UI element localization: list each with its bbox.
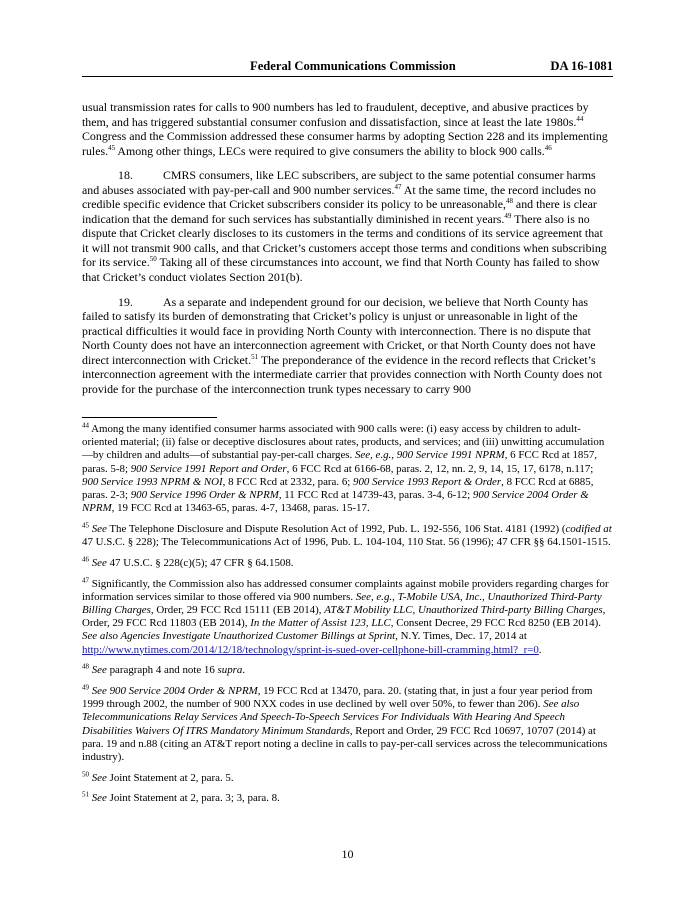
paragraph-number: 18. bbox=[118, 168, 133, 183]
footnote-50: $^{50}$ See Joint Statement at 2, para. 5. bbox=[82, 770, 234, 784]
paragraph-continued: usual transmission rates for calls to 900 numbers has led to fraudulent, deceptive, and abusive practices by them, and has triggered substantial consumer confusion and dissatisfaction, since at least the late 1980s.$^{44}$ Congress and the Commission addressed these consumer harms by adopting Section 228 and its implementing rules.$^{45}$ Among other things, LECs were required to give consumers the ability to block 900 calls.$^{46}$ bbox=[82, 100, 608, 158]
footnote-ref-46[interactable]: 46 bbox=[544, 143, 552, 152]
header-doc-number: DA 16-1081 bbox=[550, 59, 613, 73]
footnote-48: $^{48}$ See paragraph 4 and note 16 supra. bbox=[82, 662, 246, 677]
footnote-ref-50[interactable]: 50 bbox=[149, 255, 157, 264]
footnote-ref-49[interactable]: 49 bbox=[504, 211, 512, 220]
footnote-ref-48[interactable]: 48 bbox=[505, 197, 513, 206]
body-text bbox=[82, 100, 612, 406]
nytimes-link[interactable]: http://www.nytimes.com/2014/12/18/technology/sprint-is-sued-over-cellphone-bill-cramming.html?_r=0 bbox=[82, 643, 539, 656]
footnote-44: $^{44}$ Among the many identified consumer harms associated with 900 calls were: (i) easy access by children to adult-oriented material; (ii) false or deceptive disclosures about rates, products, and services; and (iii) unwitting accumulation—by children and adults—of substantial pay-per-call charges. See, e.g., 900 Service 1991 NPRM, 6 FCC Rcd at 1857, paras. 5-8; 900 Service 1991 Report and Order, 6 FCC Rcd at 6166-68, paras. 2, 12, nn. 2, 9, 14, 15, 17, 6178, n.117; 900 Service 1993 NPRM & NOI, 8 FCC Rcd at 2332, para. 6; 900 Service 1993 Report & Order, 8 FCC Rcd at 6885, paras. 2-3; 900 Service 1996 Order & NPRM, 11 FCC Rcd at 14739-43, paras. 3-4, 6-12; 900 Service 2004 Order & NPRM, 19 FCC Rcd at 13463-65, paras. 4-7, 13468, paras. 15-17. bbox=[82, 421, 605, 515]
page-number: 10 bbox=[341, 847, 354, 861]
footnote-ref-47[interactable]: 47 bbox=[394, 182, 402, 191]
page-header bbox=[82, 58, 613, 77]
footnote-46: $^{46}$ See 47 U.S.C. § 228(c)(5); 47 CFR § 64.1508. bbox=[82, 555, 294, 569]
header-agency: Federal Communications Commission bbox=[250, 59, 456, 73]
footnote-ref-45[interactable]: 45 bbox=[108, 143, 116, 152]
footnote-47: $^{47}$ Significantly, the Commission also has addressed consumer complaints against mobile providers regarding charges for information services similar to those offered via 900 numbers. See, e.g., T-Mobile USA, Inc., Unauthorized Third-Party Billing Charges, Order, 29 FCC Rcd 15111 (EB 2014), AT&T Mobility LLC, Unauthorized Third-party Billing Charges, Order, 29 FCC Rcd 11803 (EB 2014), In the Matter of Assist 123, LLC, Consent Decree, 29 FCC Rcd 8250 (EB 2014). See also Agencies Investigate Unauthorized Customer Billings at Sprint, N.Y. Times, Dec. 17, 2014 at http://www.nytimes.com/2014/12/18/technology/sprint-is-sued-over-cellphone-bill-cramming.html?_r=0. bbox=[82, 575, 609, 656]
footnote-45: $^{45}$ See The Telephone Disclosure and Dispute Resolution Act of 1992, Pub. L. 192-556, 106 Stat. 4181 (1992) (codified at 47 U.S.C. § 228); The Telecommunications Act of 1996, Pub. L. 104-104, 110 Stat. 56 (1996); 47 CFR §§ 64.1501-1515. bbox=[82, 521, 612, 549]
footnotes bbox=[82, 423, 612, 813]
footnote-ref-51[interactable]: 51 bbox=[251, 352, 259, 361]
paragraph-18: 18. CMRS consumers, like LEC subscribers, are subject to the same potential consumer harms and abuses associated with pay-per-call and 900 number services.$^{47}$ At the same time, the record includes no credible specific evidence that Cricket subscribers consider its policy to be unreasonable,$^{48}$ and there is clear indication that the demand for such services has substantially diminished in recent years.$^{49}$ There also is no dispute that Cricket clearly discloses to its customers in the terms and conditions of its service agreement that it will not transmit 900 calls, and that Cricket’s customers accept those terms and conditions when subscribing for its service.$^{50}$ Taking all of these circumstances into account, we find that North County has failed to show that Cricket’s conduct violates Section 201(b). bbox=[82, 168, 607, 285]
footnote-51: $^{51}$ See Joint Statement at 2, para. 3; 3, para. 8. bbox=[82, 790, 280, 805]
footnote-49: $^{49}$ See 900 Service 2004 Order & NPRM, 19 FCC Rcd at 13470, para. 20. (stating that, in just a four year period from 1999 through 2002, the number of 900 NXX codes in use declined by well over 50%, to fewer than 206). See also Telecommunications Relay Services And Speech-To-Speech Services For Individuals With Hearing And Speech Disabilities Waivers Of ITRS Mandatory Minimum Standards, Report and Order, 29 FCC Rcd 10697, 10707 (2014) at para. 19 and n.88 (citing an AT&T report noting a decline in calls to pay-per-call services across the telecommunications industry). bbox=[82, 683, 608, 763]
paragraph-number: 19. bbox=[118, 294, 133, 309]
footnote-ref-44[interactable]: 44 bbox=[576, 114, 584, 123]
paragraph-19: 19. As a separate and independent ground for our decision, we believe that North County has failed to satisfy its burden of demonstrating that Cricket’s policy is unjust or unreasonable in light of the practical difficulties it would face in providing North County with interconnection. There is no dispute that North County does not have an interconnection agreement with Cricket, or that North County does not have direct interconnection with Cricket.$^{51}$ The preponderance of the evidence in the record reflects that Cricket’s interconnection agreement with the intermediate carrier that provides connection with North County does not provide for the purchase of the interconnection trunk types necessary to carry 900 bbox=[82, 294, 603, 396]
footnote-separator bbox=[82, 417, 217, 418]
